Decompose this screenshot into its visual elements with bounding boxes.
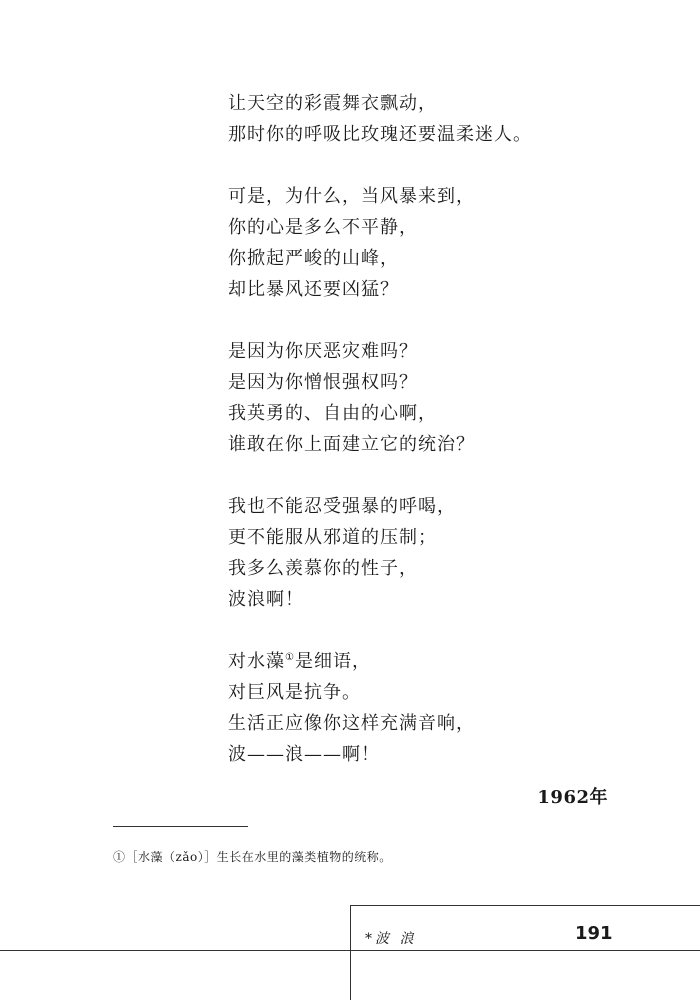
- page-number: 191: [575, 923, 613, 944]
- poem-line: 是因为你憎恨强权吗？: [228, 372, 418, 393]
- poem-line: 你掀起严峻的山峰，: [228, 248, 399, 269]
- footer-divider-bottom: [0, 950, 700, 951]
- poem-line-part: 是细语，: [294, 651, 371, 672]
- stanza-3: [228, 336, 648, 460]
- footnote-marker[interactable]: ①: [285, 652, 295, 663]
- poem-line: 那时你的呼吸比玫瑰还要温柔迷人。: [228, 124, 532, 145]
- poem-line: 对巨风是抗争。: [228, 682, 361, 703]
- stanza-4: [228, 491, 648, 615]
- footer-divider-top: [350, 905, 700, 906]
- poem-line-with-footnote: [228, 646, 648, 677]
- poem-line: 波浪啊！: [228, 589, 304, 610]
- poem-line: 我也不能忍受强暴的呼喝，: [228, 496, 456, 517]
- stanza-1: [228, 88, 648, 150]
- stanza-5: [228, 646, 648, 770]
- poem-line: 你的心是多么不平静，: [228, 217, 418, 238]
- poem-line: 生活正应像你这样充满音响，: [228, 713, 475, 734]
- poem-line-part: 对水藻: [228, 651, 285, 672]
- poem-line: 是因为你厌恶灾难吗？: [228, 341, 418, 362]
- poem-line: 谁敢在你上面建立它的统治？: [228, 434, 475, 455]
- poem-body: [228, 88, 648, 801]
- poem-line: 可是，为什么，当风暴来到，: [228, 186, 475, 207]
- poem-line: 让天空的彩霞舞衣飘动，: [228, 93, 437, 114]
- running-head: *波 浪: [365, 931, 417, 947]
- poem-date: 1962年: [537, 787, 608, 808]
- stanza-2: [228, 181, 648, 305]
- poem-line: 却比暴风还要凶猛？: [228, 279, 399, 300]
- poem-line: 更不能服从邪道的压制；: [228, 527, 437, 548]
- poem-line: 我英勇的、自由的心啊，: [228, 403, 437, 424]
- footnote-divider: [113, 826, 248, 827]
- poem-line: 我多么羡慕你的性子，: [228, 558, 418, 579]
- footer-divider-vertical: [350, 905, 351, 1000]
- poem-line: 波——浪——啊！: [228, 744, 380, 765]
- footnote: ①［水藻（zǎo）］生长在水里的藻类植物的统称。: [113, 850, 392, 864]
